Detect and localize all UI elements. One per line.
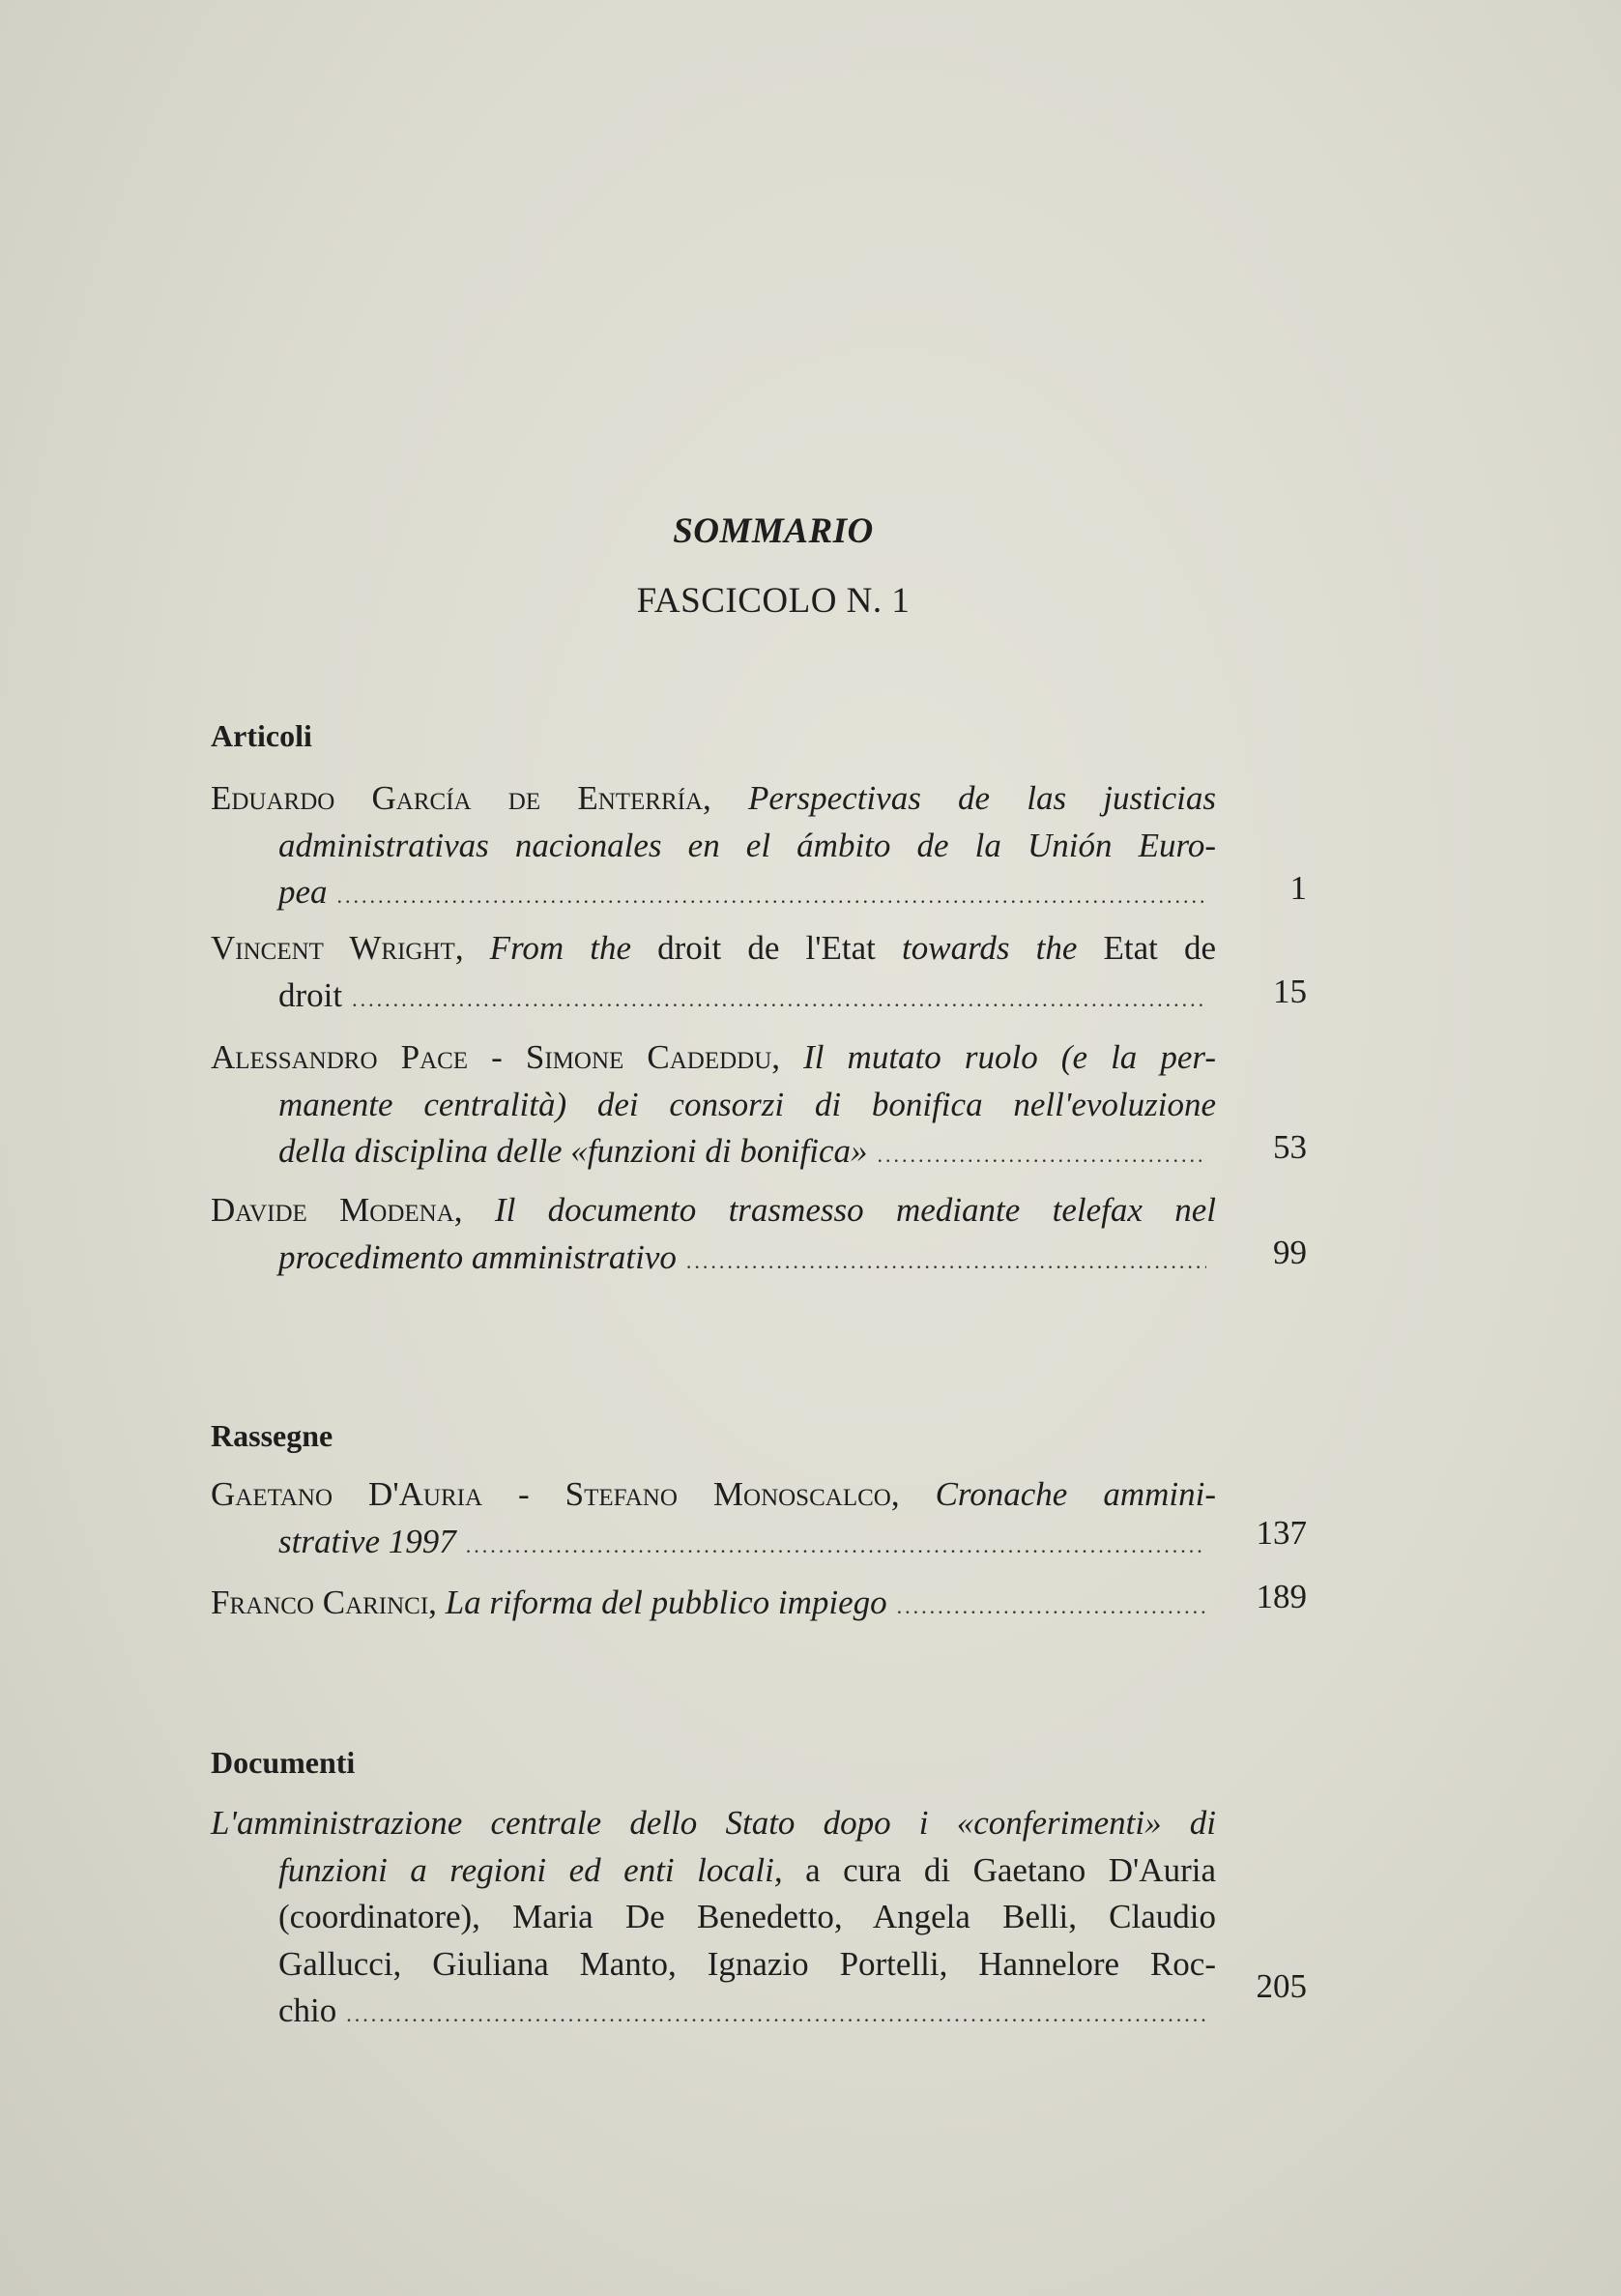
leader-dots <box>466 1523 1206 1570</box>
toc-entry-title: Perspectivas de las justicias <box>710 779 1216 817</box>
section-heading-rassegne: Rassegne <box>211 1418 333 1453</box>
toc-entry-title-part: towards the <box>902 929 1078 967</box>
toc-entry-line <box>211 1034 1216 1082</box>
toc-entry-line <box>211 1847 1216 1895</box>
toc-entry-title: Il mutato ruolo (e la per- <box>780 1038 1216 1076</box>
toc-entry-author: Gaetano D'Auria - Stefano Monoscalco, <box>211 1475 900 1513</box>
toc-entry-title: L'amministrazione centrale dello Stato dopo i «conferimenti» di <box>211 1804 1216 1842</box>
toc-entry-text <box>211 1580 887 1627</box>
toc-entry-title: Il documento trasmesso mediante telefax nel <box>462 1191 1217 1229</box>
toc-entry <box>211 1034 1216 1176</box>
toc-entry-line <box>211 925 1216 973</box>
toc-entry-editors: a cura di Gaetano D'Auria <box>782 1850 1217 1889</box>
section-heading-articoli: Articoli <box>211 718 312 753</box>
toc-entry-title-part: Etat de <box>1077 929 1217 967</box>
toc-entry-line <box>211 1471 1216 1519</box>
toc-page-number: 99 <box>1273 1234 1307 1271</box>
leader-dots <box>897 1584 1206 1631</box>
toc-page-number: 1 <box>1289 869 1307 907</box>
toc-entry-contributors: Gallucci, Giuliana Manto, Ignazio Portelli, Hannelore Roc- <box>278 1944 1216 1983</box>
toc-entry-title: Cronache ammini- <box>899 1475 1216 1513</box>
toc-entry-title-continued: administrativas nacionales en el ámbito de la Unión Euro- <box>278 826 1216 864</box>
toc-entry-line <box>211 1187 1216 1235</box>
toc-entry-line-last <box>211 973 1216 1020</box>
toc-entry-line-last <box>211 869 1216 916</box>
toc-page-number: 53 <box>1273 1128 1307 1166</box>
toc-entry-line-last <box>211 1519 1216 1566</box>
page-title: SOMMARIO <box>673 511 874 551</box>
toc-entry-author: Alessandro Pace - Simone Cadeddu, <box>211 1038 781 1076</box>
toc-entry <box>211 775 1216 916</box>
toc-entry-contributors-end: chio <box>278 1991 337 2029</box>
toc-entry-line-last <box>211 1128 1216 1176</box>
toc-entry-title-end: pea <box>278 873 328 911</box>
toc-entry-title-end: della disciplina delle «funzioni di bonifica» <box>278 1132 868 1170</box>
leader-dots <box>337 873 1206 920</box>
toc-page-number: 205 <box>1256 1967 1307 2005</box>
toc-entry-line <box>211 775 1216 823</box>
toc-page-number: 137 <box>1256 1514 1307 1552</box>
toc-entry <box>211 1187 1216 1281</box>
toc-entry-author: Eduardo García de Enterría, <box>211 779 711 817</box>
section-heading-documenti: Documenti <box>211 1745 356 1780</box>
toc-page-number: 189 <box>1256 1578 1307 1615</box>
leader-dots <box>352 976 1206 1024</box>
leader-dots <box>686 1238 1206 1286</box>
toc-entry <box>211 1471 1216 1565</box>
toc-entry-title: La riforma del pubblico impiego <box>436 1584 887 1621</box>
toc-entry-title-part: From the <box>463 929 632 967</box>
toc-entry-author: Vincent Wright, <box>211 929 464 967</box>
toc-entry-title-continued: manente centralità) dei consorzi di bonifica nell'evoluzione <box>278 1085 1216 1123</box>
page-subtitle: FASCICOLO N. 1 <box>636 581 911 621</box>
leader-dots <box>878 1132 1206 1179</box>
toc-entry-title-end: procedimento amministrativo <box>278 1237 677 1276</box>
toc-entry-title-end: droit <box>278 975 343 1014</box>
toc-entry-author: Davide Modena, <box>211 1191 463 1229</box>
toc-entry <box>211 1580 1216 1627</box>
toc-entry-contributors: (coordinatore), Maria De Benedetto, Angela Belli, Claudio <box>278 1898 1216 1935</box>
leader-dots <box>346 1991 1206 2039</box>
toc-entry-title-part: droit de l'Etat <box>631 929 902 967</box>
toc-page-number: 15 <box>1273 973 1307 1010</box>
toc-entry-author: Franco Carinci, <box>211 1584 437 1621</box>
toc-entry <box>211 1800 1216 2035</box>
toc-entry-line-last <box>211 1235 1216 1282</box>
toc-entry <box>211 925 1216 1019</box>
toc-entry-line-last <box>211 1580 1216 1627</box>
toc-entry-line-last <box>211 1988 1216 2035</box>
toc-entry-title-end: funzioni a regioni ed enti locali, <box>278 1850 783 1889</box>
toc-entry-title-end: strative 1997 <box>278 1522 456 1560</box>
